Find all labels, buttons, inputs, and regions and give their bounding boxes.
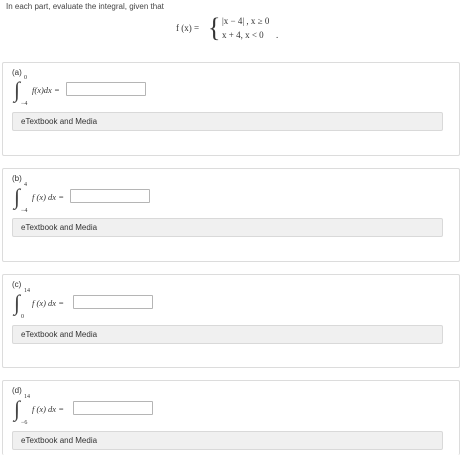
part-d-etextbook-button[interactable]: eTextbook and Media xyxy=(12,431,443,450)
part-a-etextbook-button[interactable]: eTextbook and Media xyxy=(12,112,443,131)
part-c-answer-input[interactable] xyxy=(73,295,153,309)
function-definition xyxy=(176,14,286,44)
upper-limit: 4 xyxy=(24,182,27,188)
integral-sign-icon: ∫ xyxy=(14,77,21,102)
piecewise-case-2: x + 4, x < 0 xyxy=(222,30,264,40)
part-b-card xyxy=(2,168,460,262)
integrand: f (x) dx = xyxy=(32,192,64,202)
lower-limit: −6 xyxy=(21,420,28,426)
integrand: f (x) dx = xyxy=(32,298,64,308)
integral-sign-icon: ∫ xyxy=(14,184,21,209)
integrand: f (x) dx = xyxy=(32,404,64,414)
upper-limit: 14 xyxy=(24,288,30,294)
piecewise-case-1: |x − 4| , x ≥ 0 xyxy=(222,16,270,26)
lower-limit: 0 xyxy=(21,314,24,320)
part-c-etextbook-button[interactable]: eTextbook and Media xyxy=(12,325,443,344)
part-d-answer-input[interactable] xyxy=(73,401,153,415)
part-c-label: (c) xyxy=(12,280,22,289)
part-a-answer-input[interactable] xyxy=(66,82,146,96)
part-c-card xyxy=(2,274,460,368)
integrand: f(x)dx = xyxy=(32,85,60,95)
function-lhs: f (x) = xyxy=(176,23,200,33)
upper-limit: 0 xyxy=(24,75,27,81)
part-b-answer-input[interactable] xyxy=(70,189,150,203)
part-a-label: (a) xyxy=(12,68,22,77)
integral-sign-icon: ∫ xyxy=(14,396,21,421)
question-intro: In each part, evaluate the integral, given that xyxy=(6,2,164,11)
part-b-etextbook-button[interactable]: eTextbook and Media xyxy=(12,218,443,237)
part-b-label: (b) xyxy=(12,174,22,183)
integral-sign-icon: ∫ xyxy=(14,290,21,315)
lower-limit: −4 xyxy=(21,208,28,214)
part-a-card xyxy=(2,62,460,156)
part-d-label: (d) xyxy=(12,386,22,395)
lower-limit: −4 xyxy=(21,101,28,107)
upper-limit: 14 xyxy=(24,394,30,400)
piecewise-brace: { xyxy=(208,12,221,43)
definition-period: . xyxy=(276,30,279,40)
